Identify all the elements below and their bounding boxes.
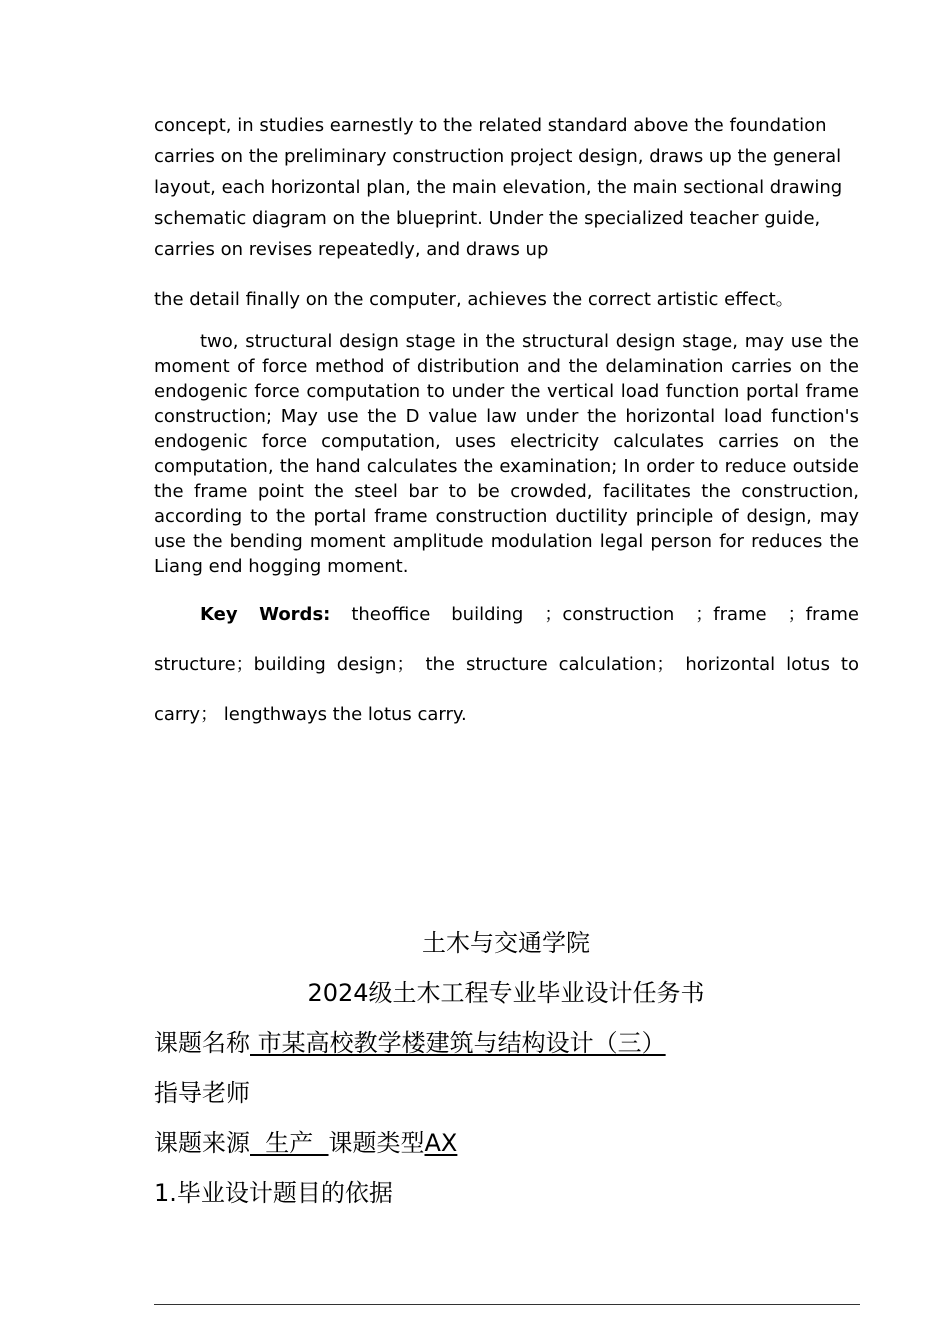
source-value: 生产: [250, 1129, 329, 1157]
abstract-paragraph-1-tail: the detail finally on the computer, achieves the correct artistic effect。: [154, 289, 794, 310]
footer-divider: [154, 1304, 860, 1305]
keywords-text: theoffice building ；construction ；frame ；frame structure；building design； the structure calculation； horizontal lotus to carry； lengthways the lotus carry.: [154, 604, 859, 725]
topic-label: 课题名称: [154, 1029, 250, 1057]
topic-value: 市某高校教学楼建筑与结构设计（三）: [250, 1029, 666, 1057]
keywords-label: Key Words:: [200, 604, 331, 625]
abstract-paragraph-1: concept, in studies earnestly to the related standard above the foundation carries on the preliminary construction project design, draws up the general layout, each horizontal plan, the main elevation, the main sectional drawing schematic diagram on the blueprint. Under the specialized teacher guide, carries on revises repeatedly, and draws up: [154, 115, 843, 260]
source-label: 课题来源: [154, 1129, 250, 1157]
keywords-paragraph: [154, 590, 859, 740]
topic-row: [154, 1028, 666, 1058]
advisor-label: 指导老师: [154, 1079, 250, 1107]
source-row: [154, 1128, 457, 1158]
type-label: 课题类型: [328, 1129, 425, 1157]
type-value: AX: [424, 1129, 458, 1157]
task-book-title: 2024级土木工程专业毕业设计任务书: [307, 979, 705, 1007]
section-1-heading: 1.毕业设计题目的依据: [154, 1179, 393, 1207]
abstract-paragraph-2: two, structural design stage in the structural design stage, may use the moment of force method of distribution and the delamination carries on the endogenic force computation to under the vertical load function portal frame construction; May use the D value law under the horizontal load function's endogenic force computation, uses electricity calculates carries on the computation, the hand calculates the examination; In order to reduce outside the frame point the steel bar to be crowded, facilitates the construction, according to the portal frame construction ductility principle of design, may use the bending moment amplitude modulation legal person for reduces the Liang end hogging moment.: [154, 331, 859, 577]
college-name: 土木与交通学院: [422, 929, 590, 957]
